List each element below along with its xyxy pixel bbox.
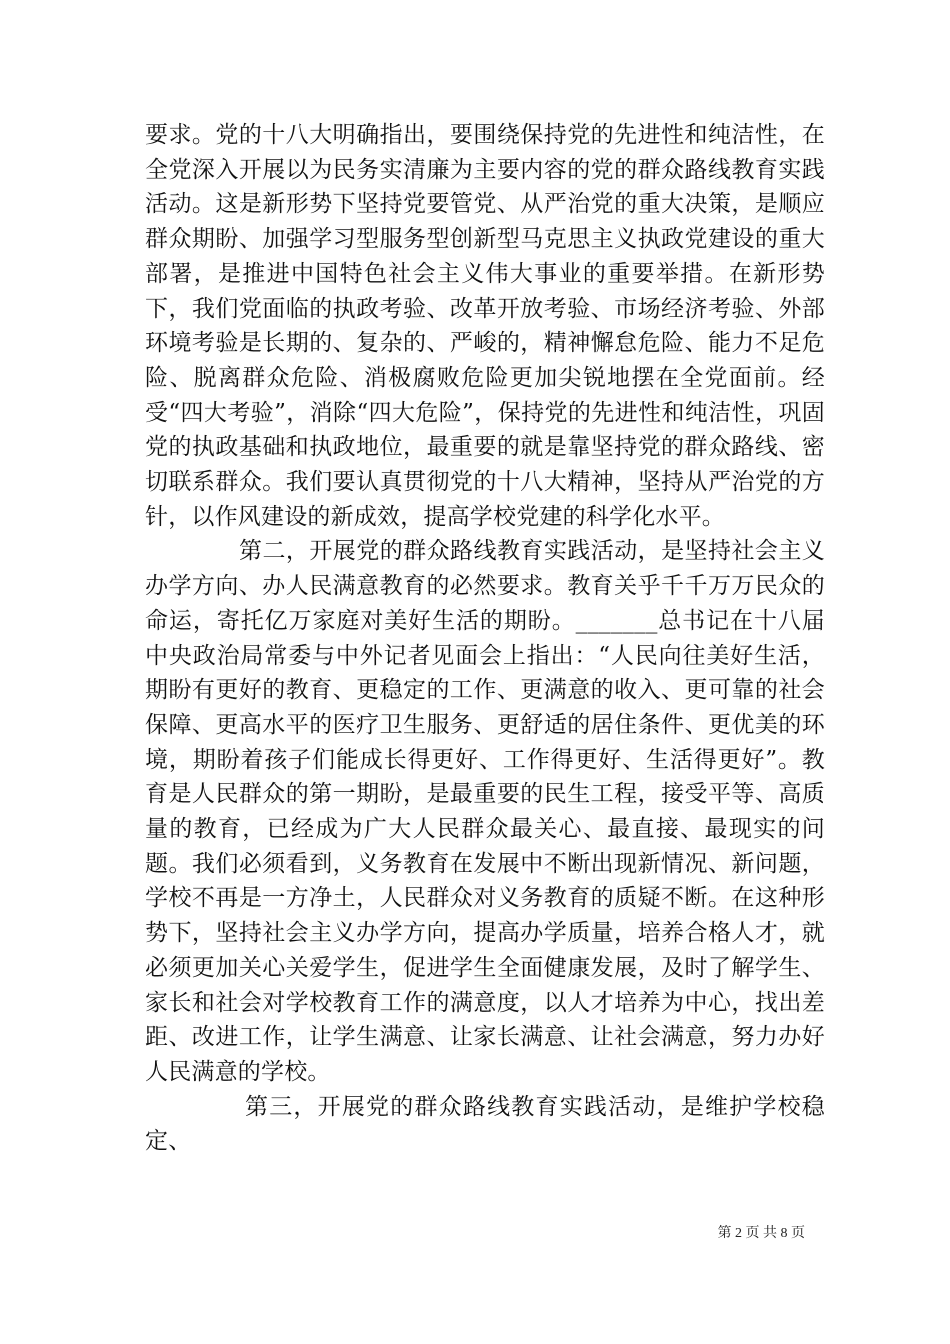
paragraph-2: 第二，开展党的群众路线教育实践活动，是坚持社会主义办学方向、办人民满意教育的必然要求。教育关乎千千万万民众的命运，寄托亿万家庭对美好生活的期盼。_______总书记在十八届中央政治局常委与中外记者见面会上指出：“人民向往美好生活，期盼有更好的教育、更稳定的工作、更满意的收入、更可靠的社会保障、更高水平的医疗卫生服务、更舒适的居住条件、更优美的环境，期盼着孩子们能成长得更好、工作得更好、生活得更好”。教育是人民群众的第一期盼，是最重要的民生工程，接受平等、高质量的教育，已经成为广大人民群众最关心、最直接、最现实的问题。我们必须看到，义务教育在发展中不断出现新情况、新问题，学校不再是一方净土，人民群众对义务教育的质疑不断。在这种形势下，坚持社会主义办学方向，提高办学质量，培养合格人才，就必须更加关心关爱学生，促进学生全面健康发展，及时了解学生、家长和社会对学校教育工作的满意度，以人才培养为中心，找出差距、改进工作，让学生满意、让家长满意、让社会满意，努力办好人民满意的学校。 xyxy=(145,538,825,1085)
paragraph-3: 第三，开展党的群众路线教育实践活动，是维护学校稳定、 xyxy=(145,1093,825,1155)
document-body xyxy=(145,118,825,1159)
paragraph-1: 要求。党的十八大明确指出，要围绕保持党的先进性和纯洁性，在全党深入开展以为民务实清廉为主要内容的党的群众路线教育实践活动。这是新形势下坚持党要管党、从严治党的重大决策，是顺应群众期盼、加强学习型服务型创新型马克思主义执政党建设的重大部署，是推进中国特色社会主义伟大事业的重要举措。在新形势下，我们党面临的执政考验、改革开放考验、市场经济考验、外部环境考验是长期的、复杂的、严峻的，精神懈怠危险、能力不足危险、脱离群众危险、消极腐败危险更加尖锐地摆在全党面前。经受“四大考验”，消除“四大危险”，保持党的先进性和纯洁性，巩固党的执政基础和执政地位，最重要的就是靠坚持党的群众路线、密切联系群众。我们要认真贯彻党的十八大精神，坚持从严治党的方针，以作风建设的新成效，提高学校党建的科学化水平。 xyxy=(145,122,825,530)
page-number-footer: 第 2 页 共 8 页 xyxy=(717,1226,805,1241)
